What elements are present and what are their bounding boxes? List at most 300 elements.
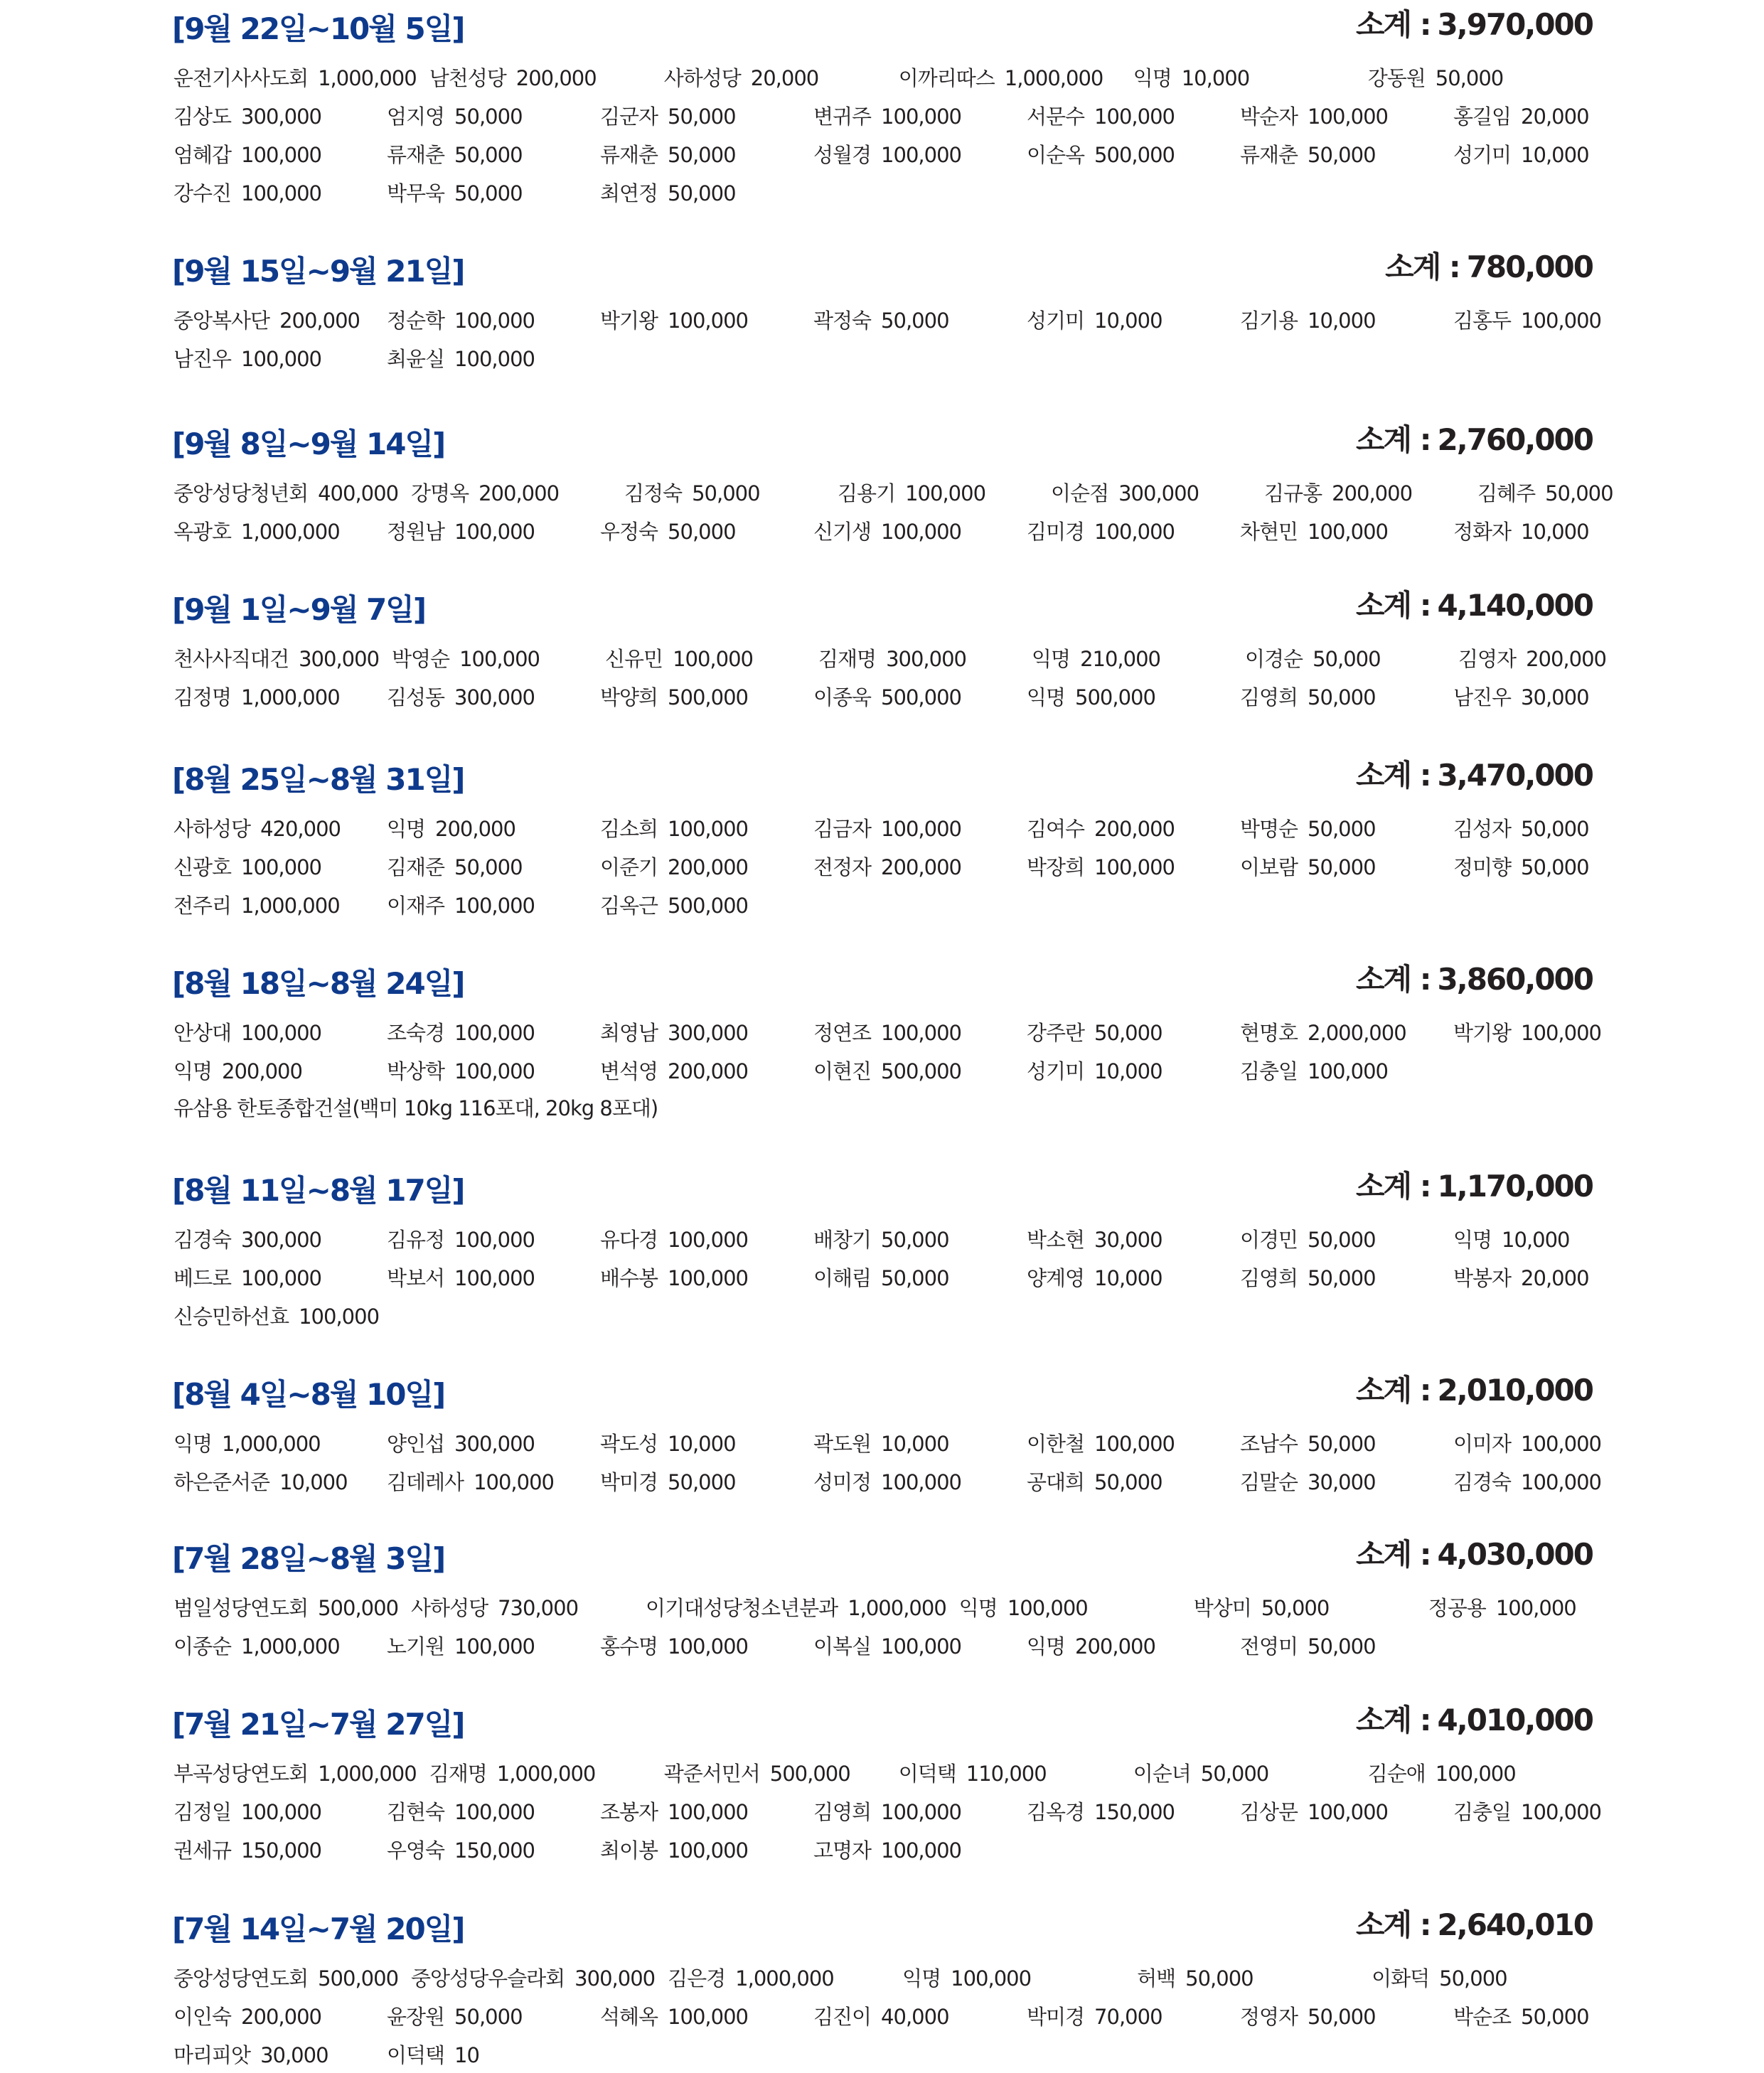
donor-name: 류재춘 [387,142,445,167]
donor-name: 베드로 [173,1265,232,1290]
week-range-title: [9월 1일~9월 7일] [172,592,426,627]
donor-row [173,1996,1759,2035]
donor-name: 권세규 [173,1838,232,1863]
donation-amount: 100,000 [454,1227,535,1252]
donor-name: 이기대성당청소년분과 [646,1595,838,1620]
donor-entry [1027,1056,1240,1085]
donation-amount: 200,000 [1075,1634,1155,1659]
donor-row [173,1626,1759,1664]
donor-name: 익명 [1453,1227,1492,1252]
donor-name: 강동원 [1367,65,1426,90]
donor-name: 조봉자 [600,1799,658,1824]
donation-amount: 100,000 [951,1966,1032,1991]
donation-amount: 100,000 [1094,1431,1175,1456]
donor-name: 김혜주 [1477,481,1536,505]
donor-entry [387,1017,600,1046]
donation-amount: 50,000 [668,519,736,544]
week-range-title: [9월 8일~9월 14일] [172,427,445,461]
week-range-title: [7월 14일~7월 20일] [172,1912,464,1946]
donation-amount: 100,000 [881,1634,961,1659]
donor-entry [387,101,600,130]
donor-entry [600,1835,813,1864]
donor-entry [600,813,813,842]
donation-amount: 200,000 [668,1059,748,1083]
donation-amount: 100,000 [454,346,535,371]
donor-name: 익명 [173,1059,213,1083]
donor-rows [173,1219,1759,1334]
donation-amount: 1,000,000 [222,1431,321,1456]
subtotal [1356,422,1593,458]
donation-amount: 100,000 [241,181,321,205]
donor-entry [1194,1592,1428,1622]
donor-name: 마리피앗 [173,2042,251,2067]
donor-entry [173,63,429,92]
donor-name: 성미정 [813,1469,872,1494]
donor-row [173,638,1759,677]
donation-week-section [172,1703,1601,1863]
donor-name: 안상대 [173,1020,232,1045]
donor-name: 익명 [387,816,426,841]
donor-entry [1133,1758,1368,1787]
donation-amount: 200,000 [479,481,560,505]
donation-week-section [172,422,1613,544]
donor-row [173,1462,1759,1500]
donor-name: 이순녀 [1133,1761,1191,1786]
week-range-title: [8월 25일~8월 31일] [172,762,464,797]
subtotal-label: 소계 : [1355,588,1431,623]
donation-amount: 50,000 [1521,2004,1589,2029]
donation-amount: 300,000 [241,104,321,129]
donation-amount: 100,000 [1308,1059,1388,1083]
subtotal-amount: 2,760,000 [1437,422,1593,457]
donor-rows [173,300,1759,377]
donor-name: 김재명 [818,646,877,671]
donor-name: 박기왕 [600,308,658,333]
subtotal-amount: 3,970,000 [1437,7,1593,42]
donation-amount: 20,000 [750,65,819,90]
donor-name: 사하성당 [173,816,251,841]
donor-name: 김정숙 [624,481,683,505]
donor-name: 옥광호 [173,519,232,544]
donation-amount: 500,000 [881,1059,961,1083]
donor-entry [387,1428,600,1457]
donor-name: 익명 [1027,1634,1066,1659]
donor-name: 김성자 [1453,816,1512,841]
donor-row [173,96,1759,134]
donation-amount: 50,000 [1308,1227,1376,1252]
donor-name: 이경민 [1240,1227,1298,1252]
donor-row [173,1587,1759,1626]
donation-amount: 100,000 [881,142,961,167]
donor-name: 유다경 [600,1227,658,1252]
donor-entry [600,1796,813,1826]
donor-entry [173,890,387,919]
donor-entry [600,852,813,881]
subtotal-label: 소계 : [1355,758,1431,793]
donation-week-section [172,962,1601,1120]
donation-amount: 300,000 [241,1227,321,1252]
donor-entry [1477,478,1691,507]
donation-amount: 500,000 [1075,685,1155,709]
subtotal-amount: 2,640,010 [1437,1907,1593,1942]
donor-name: 석혜옥 [600,2004,658,2029]
donor-entry [813,1835,1027,1864]
donor-name: 공대희 [1027,1469,1085,1494]
subtotal-label: 소계 : [1355,1169,1431,1204]
donor-entry [1245,643,1458,673]
donation-amount: 10,000 [1521,519,1589,544]
donor-name: 곽준서민서 [663,1761,760,1786]
donor-entry [813,1796,1027,1826]
donor-name: 김영희 [1240,685,1298,709]
donor-name: 김재명 [429,1761,487,1786]
donor-name: 김규홍 [1264,481,1322,505]
donor-name: 정순학 [387,308,445,333]
donor-row [173,677,1759,715]
subtotal-label: 소계 : [1355,7,1431,42]
subtotal [1385,250,1593,285]
donor-entry [429,63,664,92]
donor-rows [173,808,1759,923]
donation-amount: 100,000 [454,1634,535,1659]
donor-entry [813,101,1027,130]
donation-amount: 200,000 [279,308,360,333]
subtotal [1356,7,1593,43]
donation-amount: 100,000 [1521,1799,1601,1824]
donation-amount: 500,000 [769,1761,850,1786]
donor-name: 신승민하선효 [173,1304,289,1329]
donor-row [173,1791,1759,1830]
donor-name: 최이봉 [600,1838,658,1863]
donation-amount: 1,000,000 [848,1595,946,1620]
donor-name: 노기원 [387,1634,445,1659]
donor-name: 이종욱 [813,685,872,709]
donation-amount: 150,000 [241,1838,321,1863]
donation-amount: 50,000 [1308,816,1376,841]
donor-name: 성기미 [1027,1059,1085,1083]
donation-amount: 50,000 [1435,65,1504,90]
donation-amount: 10,000 [1094,1059,1162,1083]
donor-entry [387,682,600,711]
donor-entry [429,1758,664,1787]
donor-name: 김여수 [1027,816,1085,841]
donor-name: 정원남 [387,519,445,544]
donor-entry [387,516,600,545]
donor-row [173,134,1759,173]
donor-name: 김영자 [1458,646,1517,671]
donor-row [173,473,1759,511]
donor-entry [959,1592,1194,1622]
donation-amount: 500,000 [881,685,961,709]
donor-entry [173,478,411,507]
donor-entry [600,890,813,919]
donor-name: 박기왕 [1453,1020,1512,1045]
donor-name: 이준기 [600,855,658,879]
donor-name: 강명옥 [411,481,469,505]
donor-name: 전주리 [173,893,232,918]
donor-name: 박상학 [387,1059,445,1083]
donor-row [173,1296,1759,1334]
donation-amount: 400,000 [318,481,399,505]
donor-entry [624,478,838,507]
subtotal-amount: 4,010,000 [1437,1703,1593,1737]
donor-name: 강수진 [173,181,232,205]
donation-amount: 10,000 [1502,1227,1570,1252]
donor-name: 이보람 [1240,855,1298,879]
donation-amount: 100,000 [454,308,535,333]
donor-row [173,511,1759,550]
donor-entry [813,1224,1027,1253]
donor-name: 익명 [1027,685,1066,709]
donor-entry [387,139,600,168]
donor-name: 익명 [173,1431,213,1456]
donor-entry [1240,516,1453,545]
subtotal-amount: 3,470,000 [1437,758,1593,793]
donation-amount: 1,000,000 [241,893,340,918]
donation-amount: 50,000 [1094,1469,1162,1494]
subtotal [1356,758,1593,793]
donation-amount: 500,000 [668,893,748,918]
donation-amount: 10,000 [1094,1265,1162,1290]
donor-entry [1027,682,1240,711]
donor-entry [1027,1796,1240,1826]
donor-entry [1240,852,1453,881]
donor-rows [173,1012,1759,1127]
donor-entry [392,643,605,673]
donor-entry [600,1263,813,1292]
donor-entry [173,1301,392,1330]
donor-name: 김옥경 [1027,1799,1085,1824]
donor-row [173,1753,1759,1791]
donor-entry [1372,1963,1606,1992]
donor-entry [813,1263,1027,1292]
donor-entry [664,1758,899,1787]
donor-entry [1027,1224,1240,1253]
donation-amount: 100,000 [668,1634,748,1659]
donor-name: 운전기사사도회 [173,65,309,90]
donor-name: 박보서 [387,1265,445,1290]
donation-amount: 300,000 [299,646,380,671]
donor-name: 성기미 [1453,142,1512,167]
donor-rows [173,1587,1759,1664]
donor-entry [387,1263,600,1292]
donor-entry [899,63,1133,92]
donation-amount: 50,000 [668,142,736,167]
donation-amount: 730,000 [498,1595,579,1620]
section-header [172,7,1593,47]
donor-name: 곽도원 [813,1431,872,1456]
donation-amount: 200,000 [222,1059,302,1083]
donation-week-section [172,1373,1601,1494]
donor-name: 이덕택 [387,2042,445,2067]
donor-entry [600,1017,813,1046]
donor-entry [1027,852,1240,881]
donor-entry [1051,478,1264,507]
donor-entry [173,1224,387,1253]
section-header [172,962,1593,1002]
donor-name: 변석영 [600,1059,658,1083]
donation-amount: 50,000 [1439,1966,1507,1991]
donor-name: 정영자 [1240,2004,1298,2029]
donor-name: 하은준서준 [173,1469,270,1494]
donation-amount: 200,000 [1094,816,1175,841]
donor-name: 남진우 [1453,685,1512,709]
donor-name: 사하성당 [663,65,741,90]
donor-name: 이현진 [813,1059,872,1083]
donation-amount: 1,000,000 [318,1761,417,1786]
donor-entry [173,1056,387,1085]
donor-entry [1368,1758,1603,1787]
donor-entry [387,1467,600,1496]
donor-entry [387,852,600,881]
donor-entry [173,682,387,711]
week-range-title: [7월 21일~7월 27일] [172,1707,464,1742]
donor-row [173,1830,1759,1868]
donor-entry [173,2001,387,2030]
donor-name: 서문수 [1027,104,1085,129]
donor-entry [1137,1963,1372,1992]
donor-entry [411,1963,668,1992]
donation-amount: 200,000 [1526,646,1607,671]
donor-name: 김현숙 [387,1799,445,1824]
donation-amount: 100,000 [454,1059,535,1083]
donor-name: 전영미 [1240,1634,1298,1659]
subtotal-amount: 4,030,000 [1437,1537,1593,1572]
donor-name: 김은경 [668,1966,726,1991]
donor-entry [813,1631,1027,1660]
donor-entry [411,478,624,507]
donor-entry [1240,1631,1453,1660]
donor-rows [173,1958,1759,2073]
donor-entry [1027,139,1240,168]
week-range-title: [8월 11일~8월 17일] [172,1173,464,1208]
donor-entry [1240,101,1453,130]
donor-name: 우영숙 [387,1838,445,1863]
donor-entry [387,813,600,842]
subtotal-label: 소계 : [1355,962,1431,997]
donation-week-section [172,7,1593,205]
donor-name: 정미향 [1453,855,1512,879]
donor-entry [605,643,818,673]
donor-name: 신기생 [813,519,872,544]
donor-name: 홍길임 [1453,104,1512,129]
donor-entry [387,2040,600,2069]
donor-entry [1240,1017,1453,1046]
donor-entry [387,1835,600,1864]
donation-amount: 200,000 [241,2004,321,2029]
donation-amount: 100,000 [459,646,540,671]
donor-entry [1453,1428,1667,1457]
donation-amount: 100,000 [1435,1761,1516,1786]
donor-entry [1027,1631,1240,1660]
donor-row [173,1258,1759,1296]
donor-entry [1240,2001,1453,2030]
donation-amount: 70,000 [1094,2004,1162,2029]
donor-entry [1453,101,1667,130]
donation-amount: 10,000 [1094,308,1162,333]
donor-name: 김영희 [813,1799,872,1824]
donor-entry [1027,305,1240,334]
donor-name: 중앙복사단 [173,308,270,333]
donor-entry [387,178,600,207]
donor-entry [173,1017,387,1046]
subtotal-amount: 2,010,000 [1437,1373,1593,1408]
donation-amount: 50,000 [881,1265,949,1290]
donor-entry [173,343,387,373]
donor-entry [600,1428,813,1457]
donation-amount: 50,000 [668,104,736,129]
donation-week-section [172,1537,1593,1659]
donor-name: 중앙성당청년회 [173,481,309,505]
donation-amount: 100,000 [241,1265,321,1290]
donation-amount: 100,000 [241,1020,321,1045]
donor-entry [813,516,1027,545]
donation-amount: 50,000 [668,1469,736,1494]
donation-amount: 1,000,000 [735,1966,834,1991]
donor-name: 중앙성당우슬라회 [411,1966,565,1991]
donor-entry [600,305,813,334]
donor-name: 김옥근 [600,893,658,918]
donation-amount: 50,000 [1200,1761,1269,1786]
donor-entry [1428,1592,1663,1622]
donation-amount: 50,000 [1308,685,1376,709]
donor-name: 이해림 [813,1265,872,1290]
donor-name: 강주란 [1027,1020,1085,1045]
donor-name: 이재주 [387,893,445,918]
donor-entry [387,2001,600,2030]
donor-row [173,1219,1759,1258]
donation-amount: 50,000 [881,308,949,333]
week-range-title: [7월 28일~8월 3일] [172,1541,445,1576]
donor-entry [1240,1428,1453,1457]
donor-name: 정화자 [1453,519,1512,544]
donor-entry [1027,101,1240,130]
subtotal [1356,962,1593,997]
donation-amount: 10,000 [279,1469,348,1494]
donation-amount: 50,000 [1521,855,1589,879]
subtotal-label: 소계 : [1355,1373,1431,1408]
subtotal [1356,1703,1593,1738]
donor-entry [173,852,387,881]
subtotal-amount: 4,140,000 [1437,588,1593,623]
donor-entry [813,852,1027,881]
donor-entry [173,1428,387,1457]
donor-name: 박미경 [600,1469,658,1494]
donation-amount: 50,000 [1308,2004,1376,2029]
donation-amount: 100,000 [881,519,961,544]
donor-row [173,173,1759,211]
donor-entry [1240,813,1453,842]
donor-entry [1027,1467,1240,1496]
donation-amount: 300,000 [1118,481,1199,505]
donation-amount: 10,000 [1181,65,1250,90]
donor-entry [173,1631,387,1660]
donation-amount: 100,000 [1308,1799,1388,1824]
donation-amount: 1,000,000 [241,1634,340,1659]
section-header [172,1703,1593,1742]
donor-name: 익명 [1032,646,1071,671]
donation-amount: 10,000 [1521,142,1589,167]
donor-name: 김군자 [600,104,658,129]
donor-name: 박장희 [1027,855,1085,879]
donor-name: 김성동 [387,685,445,709]
donor-name: 범일성당연도회 [173,1595,309,1620]
donation-amount: 300,000 [886,646,967,671]
donor-name: 김유정 [387,1227,445,1252]
donor-name: 이화덕 [1372,1966,1430,1991]
donor-name: 고명자 [813,1838,872,1863]
donor-name: 정연조 [813,1020,872,1045]
